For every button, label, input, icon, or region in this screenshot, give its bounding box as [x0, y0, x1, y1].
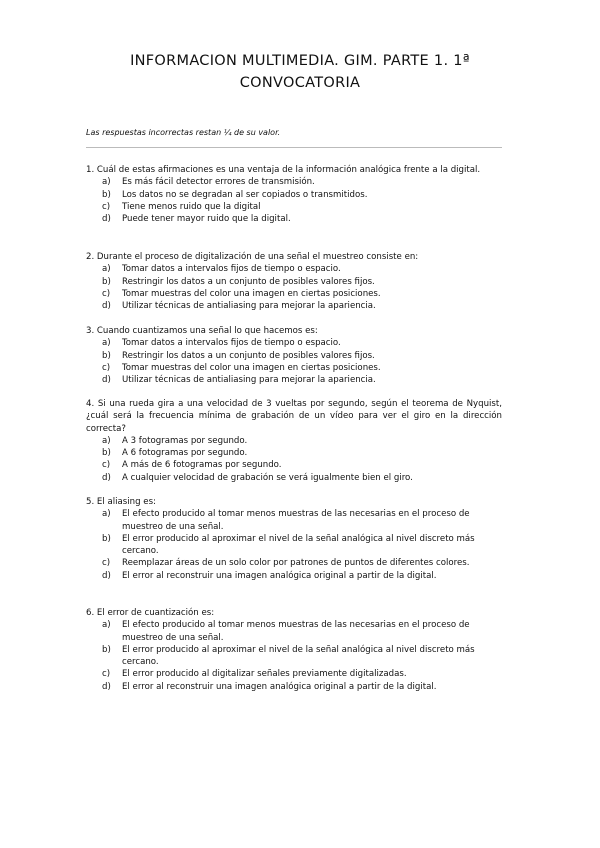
option-marker: c)	[102, 558, 111, 569]
option-marker: a)	[102, 338, 111, 349]
option-marker: a)	[102, 177, 111, 188]
option-text: Puede tener mayor ruido que la digital.	[122, 214, 291, 225]
option-text: El error producido al aproximar el nivel de la señal analógica al nivel discreto más cercano.	[122, 533, 475, 557]
question-4	[86, 398, 502, 484]
option-marker: d)	[102, 214, 111, 225]
option-marker: d)	[102, 472, 111, 483]
option-text: Tomar datos a intervalos fijos de tiempo o espacio.	[122, 338, 341, 349]
option-c	[86, 668, 502, 680]
question-stem: 5. El aliasing es:	[86, 497, 156, 507]
option-d	[86, 300, 502, 312]
question-6	[86, 607, 502, 693]
option-text: Los datos no se degradan al ser copiados o transmitidos.	[122, 189, 368, 200]
option-marker: c)	[102, 288, 111, 299]
option-text: Restringir los datos a un conjunto de posibles valores fijos.	[122, 350, 375, 361]
option-list	[86, 176, 502, 225]
scoring-note: Las respuestas incorrectas restan ¼ de su valor.	[86, 128, 281, 137]
title-line-2: CONVOCATORIA	[239, 75, 361, 91]
header-divider	[86, 147, 502, 148]
option-text: Tomar muestras del color una imagen en ciertas posiciones.	[122, 362, 381, 373]
page-title	[80, 50, 520, 94]
option-text: El efecto producido al tomar menos muestras de las necesarias en el proceso de muestreo de una señal.	[122, 509, 470, 532]
option-a	[86, 263, 502, 275]
option-marker: b)	[102, 276, 111, 287]
option-text: Es más fácil detector errores de transmisión.	[122, 177, 315, 188]
question-5	[86, 496, 502, 582]
option-marker: a)	[102, 264, 111, 275]
option-marker: b)	[102, 350, 111, 361]
option-list	[86, 263, 502, 312]
question-2	[86, 251, 502, 312]
title-line-1: INFORMACION MULTIMEDIA. GIM. PARTE 1. 1ª	[130, 53, 470, 69]
option-marker: b)	[102, 644, 111, 655]
option-marker: a)	[102, 435, 111, 446]
option-text: Utilizar técnicas de antialiasing para mejorar la apariencia.	[122, 301, 376, 312]
option-c	[86, 459, 502, 471]
option-text: Reemplazar áreas de un solo color por patrones de puntos de diferentes colores.	[122, 558, 470, 569]
option-text: A 3 fotogramas por segundo.	[122, 435, 248, 446]
option-text: A más de 6 fotogramas por segundo.	[122, 460, 282, 471]
option-b	[86, 276, 502, 288]
option-marker: b)	[102, 533, 111, 544]
option-text: Restringir los datos a un conjunto de posibles valores fijos.	[122, 276, 375, 287]
option-text: Utilizar técnicas de antialiasing para mejorar la apariencia.	[122, 375, 376, 386]
option-b	[86, 533, 502, 558]
option-text: A 6 fotogramas por segundo.	[122, 448, 248, 459]
option-marker: c)	[102, 362, 111, 373]
option-text: Tomar muestras del color una imagen en ciertas posiciones.	[122, 288, 381, 299]
question-1	[86, 164, 502, 225]
option-c	[86, 201, 502, 213]
option-marker: c)	[102, 201, 111, 212]
option-a	[86, 435, 502, 447]
option-c	[86, 557, 502, 569]
option-b	[86, 644, 502, 669]
option-text: El error producido al aproximar el nivel de la señal analógica al nivel discreto más cercano.	[122, 644, 475, 668]
option-a	[86, 337, 502, 349]
option-d	[86, 472, 502, 484]
option-text: Tomar datos a intervalos fijos de tiempo o espacio.	[122, 264, 341, 275]
option-c	[86, 288, 502, 300]
option-a	[86, 176, 502, 188]
option-text: A cualquier velocidad de grabación se verá igualmente bien el giro.	[122, 472, 413, 483]
option-list	[86, 337, 502, 386]
question-stem: 3. Cuando cuantizamos una señal lo que hacemos es:	[86, 326, 318, 336]
option-text: El efecto producido al tomar menos muestras de las necesarias en el proceso de muestreo de una señal.	[122, 620, 470, 643]
option-marker: c)	[102, 669, 111, 680]
option-d	[86, 374, 502, 386]
question-stem: 1. Cuál de estas afirmaciones es una ventaja de la información analógica frente a la digital.	[86, 165, 481, 175]
option-marker: d)	[102, 375, 111, 386]
question-stem: 2. Durante el proceso de digitalización de una señal el muestreo consiste en:	[86, 252, 419, 262]
option-b	[86, 189, 502, 201]
option-marker: b)	[102, 189, 111, 200]
option-list	[86, 508, 502, 582]
option-marker: d)	[102, 301, 111, 312]
option-marker: c)	[102, 460, 111, 471]
option-b	[86, 447, 502, 459]
option-d	[86, 213, 502, 225]
option-d	[86, 681, 502, 693]
option-marker: a)	[102, 620, 111, 631]
question-stem: 6. El error de cuantización es:	[86, 608, 215, 618]
question-stem: 4. Si una rueda gira a una velocidad de 3 vueltas por segundo, según el teorema de Nyquist, ¿cuál será la frecuencia mínima de grabación de un vídeo para ver el giro en la dirección correcta?	[86, 399, 502, 434]
option-marker: d)	[102, 570, 111, 581]
option-d	[86, 570, 502, 582]
option-marker: a)	[102, 509, 111, 520]
option-list	[86, 435, 502, 484]
option-a	[86, 508, 502, 533]
option-b	[86, 350, 502, 362]
option-marker: d)	[102, 681, 111, 692]
option-text: El error producido al digitalizar señales previamente digitalizadas.	[122, 669, 407, 680]
option-text: Tiene menos ruido que la digital	[122, 201, 261, 212]
option-list	[86, 619, 502, 693]
option-marker: b)	[102, 448, 111, 459]
option-text: El error al reconstruir una imagen analógica original a partir de la digital.	[122, 681, 437, 692]
option-c	[86, 362, 502, 374]
option-a	[86, 619, 502, 644]
option-text: El error al reconstruir una imagen analógica original a partir de la digital.	[122, 570, 437, 581]
question-3	[86, 325, 502, 386]
